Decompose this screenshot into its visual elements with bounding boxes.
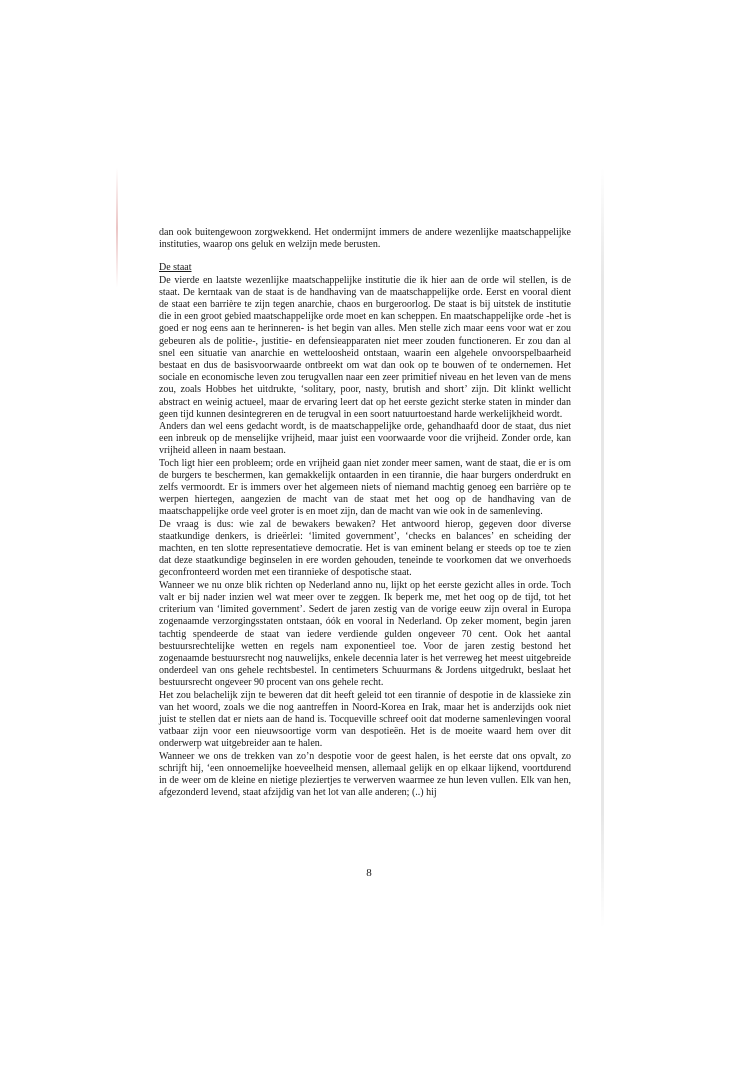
paragraph-spacer: [159, 251, 571, 262]
page-number: 8: [366, 867, 372, 879]
paragraph: De vraag is dus: wie zal de bewakers bewaken? Het antwoord hierop, gegeven door diverse staatkundige denkers, is drieërlei: ‘limited government’, ‘checks en balances’ en scheiding der machten, en ten slotte representatieve democratie. Het is van eminent belang er steeds op toe te zien dat deze staatkundige beginselen in ere worden gehouden, teneinde te voorkomen dat we onverhoeds geconfronteerd worden met een tirannieke of despotische staat.: [159, 518, 571, 579]
paragraph: Wanneer we ons de trekken van zo’n despotie voor de geest halen, is het eerste dat ons opvalt, zo schrijft hij, ‘een onnoemelijke hoeveelheid mensen, allemaal gelijk en op elkaar lijkend, voortdurend in de weer om de kleine en nietige pleziertjes te verwerven waarmee ze hun leven vullen. Elk van hen, afgezonderd levend, staat afzijdig van het lot van alle anderen; (..) hij: [159, 750, 571, 799]
scan-edge-right: [601, 168, 604, 928]
paragraph: Anders dan wel eens gedacht wordt, is de maatschappelijke orde, gehandhaafd door de staat, dus niet een inbreuk op de menselijke vrijheid, maar juist een voorwaarde voor die vrijheid. Zonder orde, kan vrijheid alleen in naam bestaan.: [159, 421, 571, 457]
paragraph: Wanneer we nu onze blik richten op Nederland anno nu, lijkt op het eerste gezicht alles in orde. Toch valt er bij nader inzien wel wat meer over te zeggen. Ik beperk me, met het oog op de tijd, tot het criterium van ‘limited government’. Sedert de jaren zestig van de vorige eeuw zijn overal in Europa zogenaamde verzorgingsstaten ontstaan, óók en vooral in Nederland. Op zeker moment, begin jaren tachtig spendeerde de staat van iedere verdiende gulden ongeveer 70 cent. Ook het aantal bestuursrechtelijke wetten en regels nam exponentieel toe. Voor de jaren zestig bestond het zogenaamde bestuursrecht nog nauwelijks, enkele decennia later is het verreweg het meest uitgebreide onderdeel van ons gehele rechtsbestel. In centimeters Schuurmans & Jordens uitgedrukt, beslaat het bestuursrecht ongeveer 90 procent van ons gehele recht.: [159, 579, 571, 689]
intro-paragraph: dan ook buitengewoon zorgwekkend. Het ondermijnt immers de andere wezenlijke maatschappelijke instituties, waarop ons geluk en welzijn mede berusten.: [159, 227, 571, 251]
paragraph: Het zou belachelijk zijn te beweren dat dit heeft geleid tot een tirannie of despotie in de klassieke zin van het woord, zoals we die nog aantreffen in Noord-Korea en Irak, maar het is anderzijds ook niet juist te stellen dat er niets aan de hand is. Tocqueville schreef ooit dat moderne samenlevingen vooral vatbaar zijn voor een nieuwsoortige vorm van despotieën. Het is de moeite waard hem over dit onderwerp wat uitgebreider aan te halen.: [159, 689, 571, 750]
paragraph: Toch ligt hier een probleem; orde en vrijheid gaan niet zonder meer samen, want de staat, die er is om de burgers te beschermen, kan gemakkelijk ontaarden in een tirannie, die haar burgers onderdrukt en zelfs vermoordt. Er is immers over het algemeen niets of niemand machtig genoeg een barrière op te werpen hiertegen, aangezien de macht van de staat met het oog op de handhaving van de maatschappelijke orde veel groter is en moet zijn, dan de macht van wie ook in de samenleving.: [159, 457, 571, 518]
document-body: [159, 227, 571, 799]
paragraph: De vierde en laatste wezenlijke maatschappelijke institutie die ik hier aan de orde wil stellen, is de staat. De kerntaak van de staat is de handhaving van de maatschappelijke orde. Eerst en vooral dient de staat een barrière te zijn tegen anarchie, chaos en burgeroorlog. De staat is bij uitstek de institutie die in een groot gebied maatschappelijke orde moet en kan scheppen. En maatschappelijke orde -het is goed er nog eens aan te herinneren- is het begin van alles. Men stelle zich maar eens voor wat er zou gebeuren als de politie-, justitie- en defensieapparaten niet meer zouden functioneren. Er zou dan al snel een situatie van anarchie en wetteloosheid ontstaan, waarin een algehele onvoorspelbaarheid bestaat en dus de basisvoorwaarde ontbreekt om wat dan ook op te bouwen of te ondernemen. Het sociale en economische leven zou terugvallen naar een zeer primitief niveau en het leven van de mens zou, zoals Hobbes het uitdrukte, ‘solitary, poor, nasty, brutish and short’ zijn. Dit klinkt wellicht abstract en weinig actueel, maar de ervaring leert dat op het eerste gezicht sterke staten in minder dan geen tijd kunnen desintegreren en de terugval in een soort natuurtoestand harde werkelijkheid wordt.: [159, 274, 571, 420]
scan-edge-left: [116, 168, 118, 288]
section-heading: De staat: [159, 262, 192, 274]
